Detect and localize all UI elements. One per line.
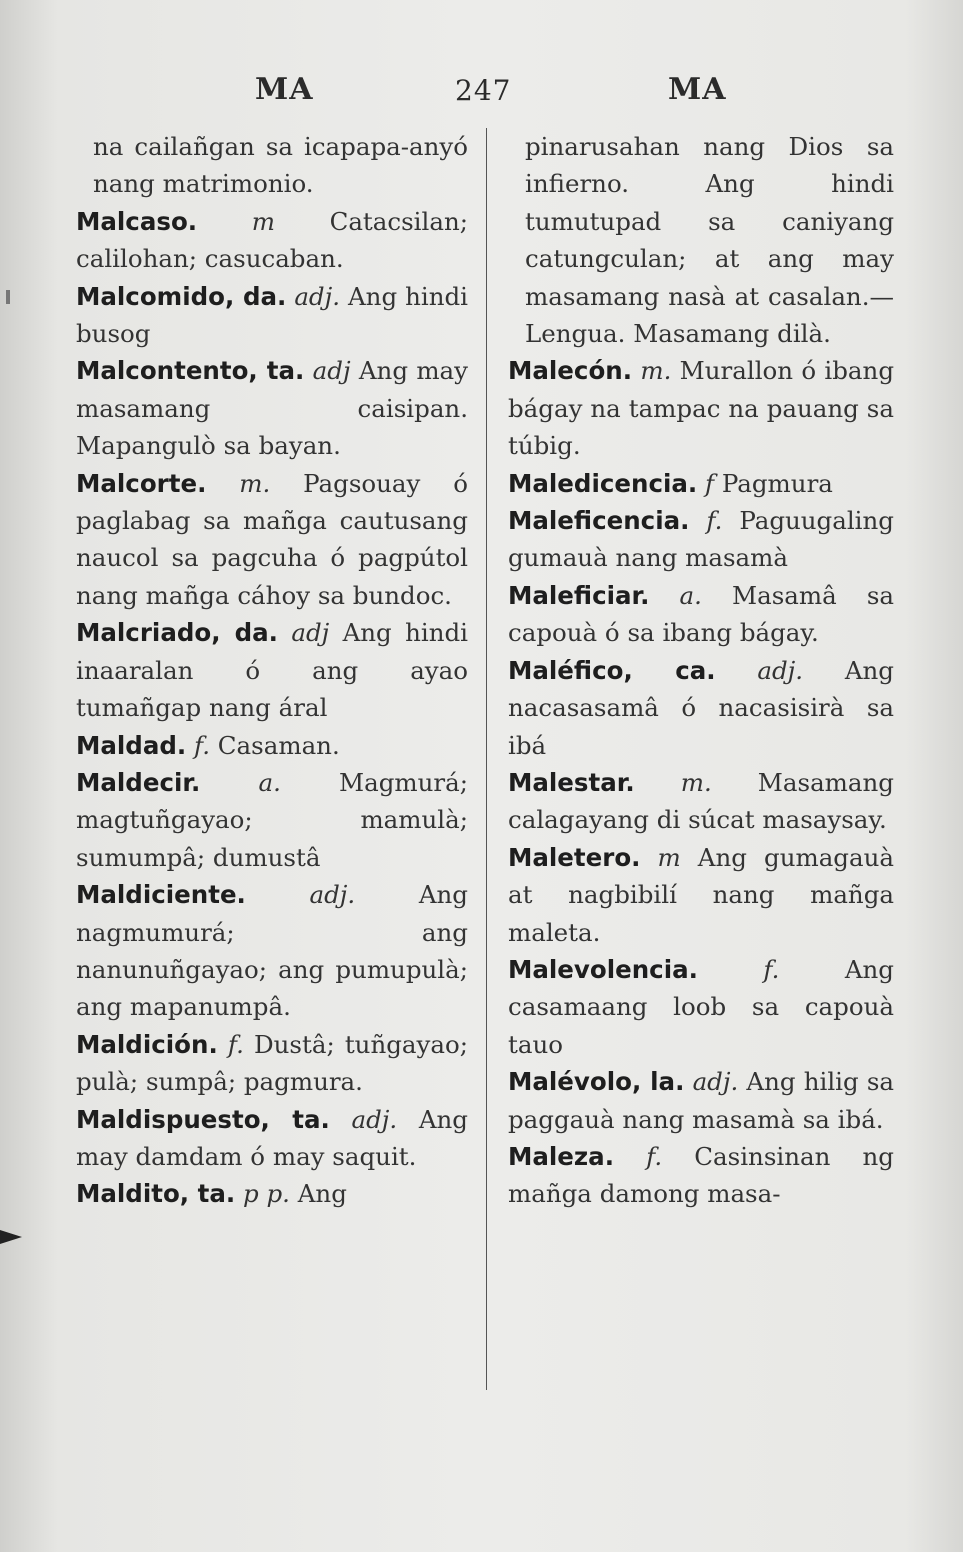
headword: Malévolo, la. [508, 1067, 685, 1097]
headword: Malestar. [508, 767, 635, 797]
headword: Malecón. [508, 356, 633, 386]
part-of-speech: p p. [242, 1179, 290, 1209]
headword: Malevolencia. [508, 954, 698, 984]
dictionary-entry [76, 876, 468, 1026]
dictionary-entry [508, 951, 894, 1063]
headword: Malcaso. [76, 206, 198, 236]
part-of-speech: a. [258, 767, 281, 797]
part-of-speech: m [657, 842, 681, 872]
headword: Maldad. [76, 730, 187, 760]
part-of-speech: f. [706, 506, 723, 536]
definition-text: Ang nagmumurá; ang nanunuñgayao; ang pumupulà; ang mapanumpâ. [76, 880, 468, 1022]
definition-text: Casinsinan ng mañga damong masa- [508, 1141, 894, 1209]
definition-text: Ang may damdam ó may saquit. [76, 1104, 468, 1171]
headword: Maldiciente. [76, 880, 246, 910]
dictionary-entry [508, 465, 894, 502]
left-column [76, 128, 468, 1213]
dictionary-entry [508, 1138, 894, 1213]
definition-text: pinarusahan nang Dios sa infierno. Ang hindi tumutupad sa caniyang catungculan; at ang may masamang nasà at casalan.—Lengua. Masamang dilà. [525, 132, 894, 349]
headword: Malcomido, da. [76, 281, 287, 311]
headword: Maldecir. [76, 767, 201, 797]
headword: Maletero. [508, 842, 641, 872]
definition-text: Masamang calagayang di súcat masaysay. [508, 767, 894, 835]
part-of-speech: m [251, 206, 275, 236]
dictionary-entry [508, 839, 894, 951]
dictionary-entry [76, 352, 468, 464]
definition-text: Dustâ; tuñgayao; pulà; sumpâ; pagmura. [76, 1029, 468, 1097]
headword: Maleficiar. [508, 580, 650, 610]
part-of-speech: f. [227, 1029, 244, 1059]
definition-text: Pagsouay ó paglabag sa mañga cautusang naucol sa pagcuha ó pagpútol nang mañga cáhoy sa bundoc. [76, 468, 468, 610]
definition-text: Masamâ sa capouà ó sa ibang bágay. [508, 580, 894, 648]
part-of-speech: adj [291, 618, 330, 648]
part-of-speech: m. [239, 468, 271, 498]
headword: Maldición. [76, 1029, 218, 1059]
dictionary-entry [508, 352, 894, 464]
dictionary-entry [76, 1026, 468, 1101]
definition-text: Ang nacasasamâ ó nacasisirà sa ibá [508, 655, 894, 760]
part-of-speech: adj. [294, 281, 341, 311]
definition-text: Ang hilig sa paggauà nang masamà sa ibá. [508, 1067, 894, 1134]
part-of-speech: m. [640, 356, 672, 386]
definition-text: na cailañgan sa icapapa-anyó nang matrimonio. [93, 132, 468, 199]
dictionary-entry [508, 128, 894, 352]
part-of-speech: f. [194, 730, 211, 760]
headword: Malcriado, da. [76, 618, 278, 648]
dictionary-entry [76, 727, 468, 764]
dictionary-entry [76, 465, 468, 615]
part-of-speech: f [705, 468, 715, 498]
headword: Maleficencia. [508, 506, 690, 536]
dictionary-entry [508, 577, 894, 652]
headword: Malcontento, ta. [76, 356, 305, 386]
dictionary-entry [76, 1175, 468, 1212]
headword: Maléfico, ca. [508, 655, 716, 685]
headword: Maledicencia. [508, 468, 698, 498]
definition-text: Ang may masamang caisipan. Mapangulò sa bayan. [76, 356, 468, 461]
headword: Malcorte. [76, 468, 207, 498]
part-of-speech: adj. [692, 1067, 739, 1097]
running-header-right: MA [668, 72, 727, 107]
part-of-speech: adj. [309, 880, 356, 910]
definition-text: Casaman. [210, 730, 340, 760]
dictionary-entry [508, 502, 894, 577]
definition-text: Ang hindi inaaralan ó ang ayao tumañgap nang áral [76, 618, 468, 723]
scan-mark [6, 290, 10, 304]
definition-text: Catacsilan; calilohan; casucaban. [76, 206, 468, 274]
definition-text: Ang casamaang loob sa capouà tauo [508, 954, 894, 1059]
definition-text: Pagmura [714, 468, 833, 498]
part-of-speech: adj. [757, 655, 804, 685]
definition-text: Murallon ó ibang bágay na tampac na pauang sa túbig. [508, 356, 894, 461]
headword: Maldito, ta. [76, 1179, 236, 1209]
part-of-speech: f. [763, 954, 780, 984]
dictionary-entry [508, 764, 894, 839]
headword: Maleza. [508, 1141, 615, 1171]
dictionary-entry [76, 128, 468, 203]
dictionary-entry [76, 1101, 468, 1176]
definition-text: Paguugaling gumauà nang masamà [508, 506, 894, 573]
definition-text: Ang [289, 1179, 347, 1209]
definition-text: Ang gumagauà at nagbibilí nang mañga maleta. [508, 842, 894, 947]
part-of-speech: f. [646, 1141, 663, 1171]
definition-text: Magmurá; magtuñgayao; mamulà; sumumpâ; dumustâ [76, 767, 468, 872]
dictionary-entry [76, 764, 468, 876]
dictionary-entry [508, 652, 894, 764]
part-of-speech: adj [312, 356, 351, 386]
definition-text: Ang hindi busog [76, 281, 468, 349]
scan-arrow-mark [0, 1230, 22, 1244]
dictionary-entry [76, 278, 468, 353]
dictionary-entry [508, 1063, 894, 1138]
running-header-left: MA [255, 72, 314, 107]
dictionary-entry [76, 614, 468, 726]
part-of-speech: adj. [351, 1104, 398, 1134]
part-of-speech: a. [679, 580, 702, 610]
column-divider [486, 128, 487, 1390]
dictionary-entry [76, 203, 468, 278]
part-of-speech: m. [680, 767, 712, 797]
headword: Maldispuesto, ta. [76, 1104, 330, 1134]
right-column [508, 128, 894, 1213]
page-number: 247 [455, 74, 512, 107]
